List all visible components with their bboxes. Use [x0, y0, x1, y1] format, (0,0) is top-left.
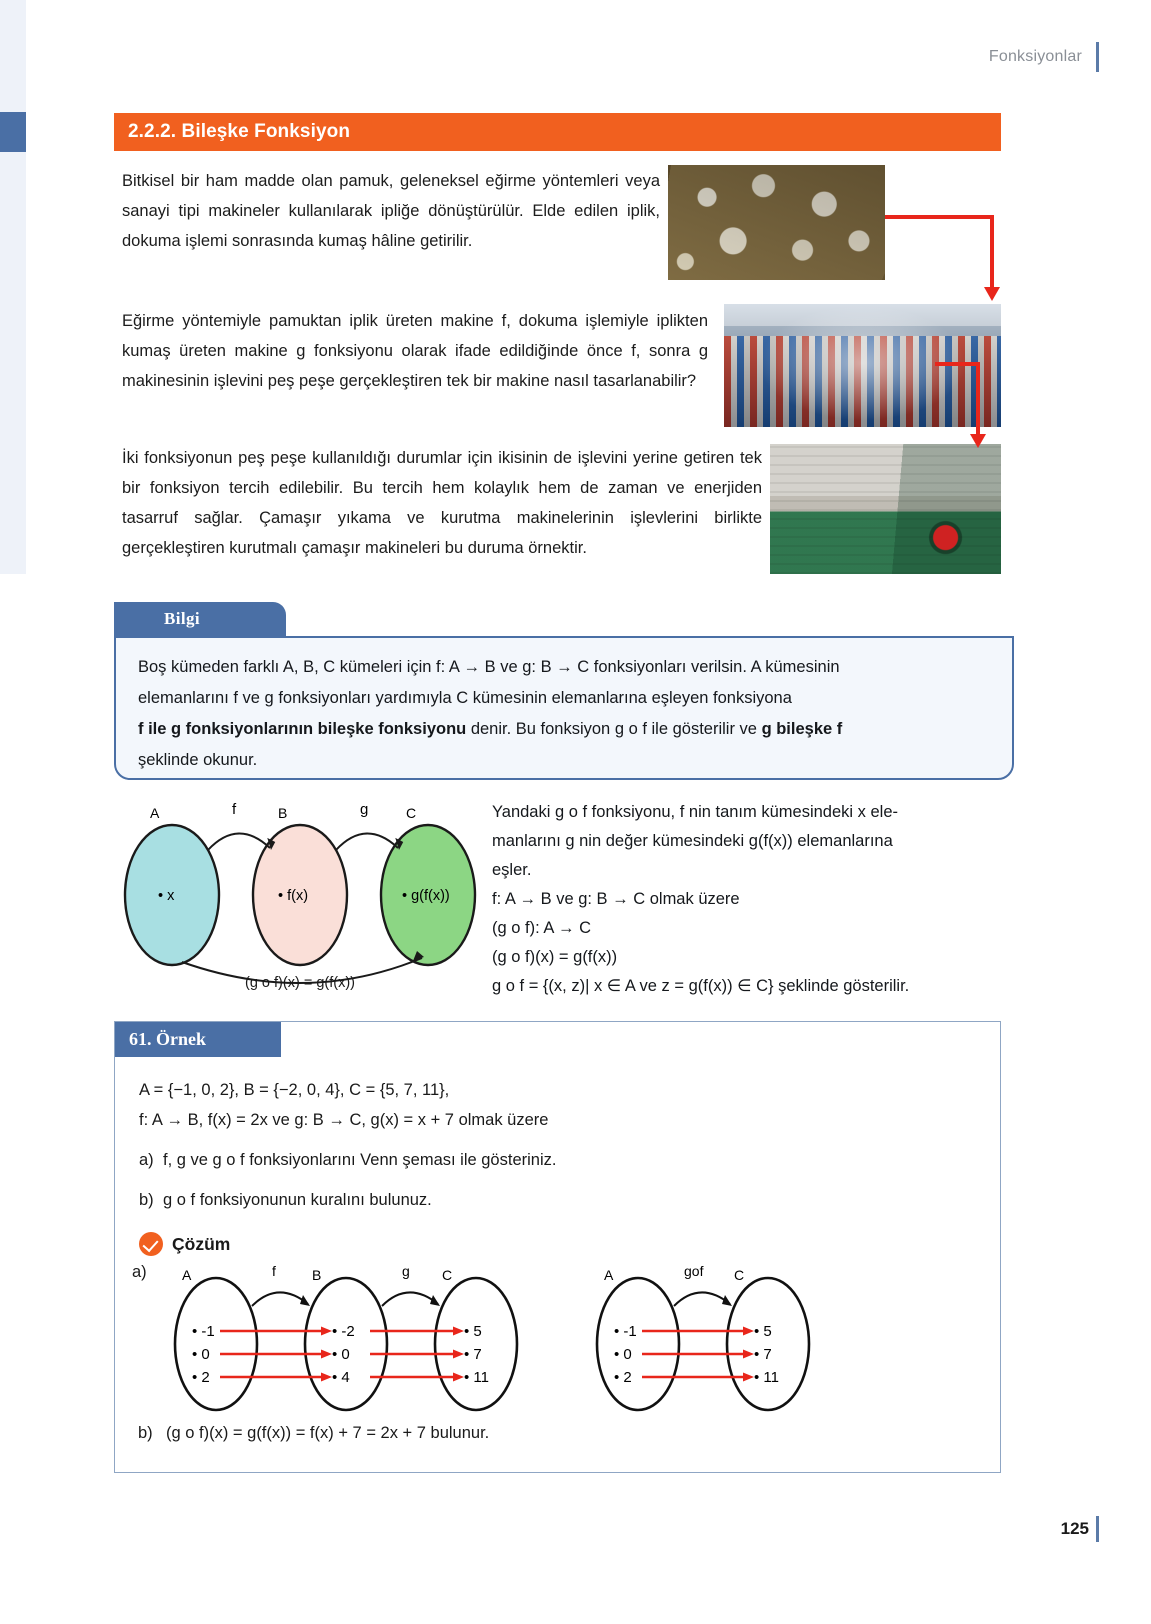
- ornek-given-1: A = {−1, 0, 2}, B = {−2, 0, 4}, C = {5, 7, 11},: [139, 1081, 450, 1099]
- venn-theory-arrow-g-label: g: [360, 801, 369, 818]
- page-footer-rule: [1096, 1516, 1099, 1542]
- theory-line-6: (g o f)(x) = g(f(x)): [492, 948, 618, 966]
- theory-right-column: [492, 798, 1012, 1001]
- paragraph-1: [122, 166, 660, 256]
- cozum-label: Çözüm: [172, 1234, 231, 1254]
- running-head: [989, 42, 1099, 72]
- ornek-given-2: f: A → B, f(x) = 2x ve g: B → C, g(x) = x + 7 olmak üzere: [139, 1111, 549, 1129]
- paragraph-2-text: Eğirme yöntemiyle pamuktan iplik üreten makine f, dokuma işlemiyle iplikten kumaş üreten makine g fonksiyonu olarak ifade edildiğinde önce f, sonra g makinesinin işlevini peş peşe gerçekleştiren tek bir makine nasıl tasarlanabilir?: [122, 312, 708, 390]
- venn-sol-left-set-b: [305, 1278, 387, 1410]
- venn-sol-right-label-c: C: [734, 1267, 745, 1283]
- solution-a-mark: a): [132, 1263, 147, 1281]
- page-footer: [1061, 1516, 1099, 1542]
- connector-arrow-2: [930, 352, 1050, 462]
- venn-theory-label-b: B: [278, 805, 288, 821]
- venn-sol-right-c-el-0: • 5: [754, 1323, 772, 1340]
- bilgi-line-4: şeklinde okunur.: [138, 751, 258, 769]
- paragraph-3: [122, 443, 762, 563]
- theory-line-7: g o f = {(x, z)| x ∈ A ve z = g(f(x)) ∈ C} şeklinde gösterilir.: [492, 977, 910, 995]
- venn-theory-arc-g: [336, 833, 398, 850]
- venn-sol-right-a-el-0: • -1: [614, 1323, 637, 1340]
- venn-diagram-solution-right: [582, 1258, 842, 1423]
- venn-theory-element-a: • x: [158, 888, 175, 904]
- ornek-givens: [139, 1075, 976, 1135]
- venn-theory-arrow-f-label: f: [232, 801, 237, 818]
- theory-line-1: Yandaki g o f fonksiyonu, f nin tanım kümesindeki x ele-: [492, 803, 898, 821]
- venn-sol-right-set-a: [597, 1278, 679, 1410]
- theory-line-3: eşler.: [492, 861, 532, 879]
- venn-sol-left-label-a: A: [182, 1267, 192, 1283]
- theory-line-2: manlarını g nin değer kümesindeki g(f(x)) elemanlarına: [492, 832, 893, 850]
- running-head-title: Fonksiyonlar: [988, 48, 1082, 65]
- venn-sol-left-label-b: B: [312, 1267, 322, 1283]
- venn-sol-right-a-el-1: • 0: [614, 1346, 632, 1363]
- theory-line-4: f: A → B ve g: B → C olmak üzere: [492, 890, 740, 908]
- ornek-item-a-mark: a): [139, 1151, 154, 1169]
- paragraph-1-text: Bitkisel bir ham madde olan pamuk, geleneksel eğirme yöntemleri veya sanayi tipi makineler kullanılarak ipliğe dönüştürülür. Elde edilen iplik, dokuma işlemi sonrasında kumaş hâline getirilir.: [122, 172, 660, 250]
- ornek-item-b: [139, 1185, 976, 1215]
- venn-diagram-solution-left: [160, 1258, 540, 1423]
- venn-sol-right-label-a: A: [604, 1267, 614, 1283]
- bilgi-line-3-mid: denir. Bu fonksiyon g o f ile gösterilir ve: [466, 720, 762, 738]
- bilgi-tab: [114, 602, 286, 636]
- venn-sol-right-c-el-1: • 7: [754, 1346, 772, 1363]
- running-head-rule: [1096, 42, 1099, 72]
- solution-b-text: (g o f)(x) = g(f(x)) = f(x) + 7 = 2x + 7 bulunur.: [166, 1424, 490, 1442]
- venn-theory-arc-f: [208, 833, 270, 850]
- ornek-item-b-text: g o f fonksiyonunun kuralını bulunuz.: [163, 1191, 432, 1209]
- cotton-bolls-photo: [668, 165, 885, 280]
- venn-sol-left-c-el-0: • 5: [464, 1323, 482, 1340]
- venn-sol-right-set-c: [727, 1278, 809, 1410]
- bilgi-box: [114, 636, 1014, 780]
- ornek-item-a: [139, 1145, 976, 1175]
- venn-sol-right-arc-gof: [674, 1292, 730, 1306]
- page-edge-accent-bar: [0, 112, 26, 152]
- venn-sol-left-a-el-2: • 2: [192, 1369, 210, 1386]
- ornek-tab-label: 61. Örnek: [129, 1029, 207, 1049]
- section-header: [114, 113, 1001, 151]
- venn-sol-left-arrow-g-label: g: [402, 1263, 410, 1279]
- venn-sol-left-set-c: [435, 1278, 517, 1410]
- venn-sol-right-a-el-2: • 2: [614, 1369, 632, 1386]
- paragraph-2: [122, 306, 708, 396]
- venn-diagram-theory: [110, 790, 490, 1000]
- bilgi-bold-2: g bileşke f: [761, 720, 843, 738]
- weaving-loom-photo: [770, 444, 1001, 574]
- section-title: 2.2.2. Bileşke Fonksiyon: [128, 121, 351, 142]
- venn-sol-left-set-a: [175, 1278, 257, 1410]
- cozum-heading: [139, 1229, 976, 1259]
- venn-sol-right-c-el-2: • 11: [754, 1369, 779, 1386]
- paragraph-3-text: İki fonksiyonun peş peşe kullanıldığı durumlar için ikisinin de işlevini yerine getiren tek bir fonksiyon tercih edilebilir. Bu tercih hem kolaylık hem de zaman ve enerjiden tasarruf sağlar. Çamaşır yıkama ve kurutma makinelerinin işlevlerini birlikte gerçekleştiren kurutmalı çamaşır makineleri bu duruma örnektir.: [122, 449, 762, 557]
- venn-theory-label-a: A: [150, 805, 160, 821]
- bilgi-tab-label: Bilgi: [164, 609, 201, 628]
- page-number: 125: [1060, 1519, 1089, 1538]
- bilgi-line-2: elemanlarını f ve g fonksiyonları yardımıyla C kümesinin elemanlarına eşleyen fonksiyona: [138, 689, 792, 707]
- ornek-body: [115, 1057, 1000, 1259]
- venn-sol-right-arrow-label: gof: [684, 1263, 704, 1279]
- ornek-item-b-mark: b): [139, 1191, 154, 1209]
- venn-sol-left-label-c: C: [442, 1267, 453, 1283]
- venn-sol-left-a-el-0: • -1: [192, 1323, 215, 1340]
- venn-theory-caption: (g o f)(x) = g(f(x)): [245, 975, 355, 991]
- solution-b: [138, 1424, 489, 1443]
- venn-theory-element-c: • g(f(x)): [402, 888, 450, 904]
- theory-line-5: (g o f): A → C: [492, 919, 592, 937]
- venn-sol-left-a-el-1: • 0: [192, 1346, 210, 1363]
- venn-sol-left-b-el-0: • -2: [332, 1323, 355, 1340]
- ornek-tab: [115, 1022, 281, 1057]
- venn-theory-label-c: C: [406, 805, 417, 821]
- check-circle-icon: [139, 1232, 163, 1256]
- bilgi-bold-1: f ile g fonksiyonlarının bileşke fonksiyonu: [138, 720, 467, 738]
- venn-sol-left-arrow-f-label: f: [272, 1263, 276, 1279]
- venn-sol-left-b-el-2: • 4: [332, 1369, 350, 1386]
- bilgi-line-3: [138, 714, 990, 745]
- bilgi-line-1: Boş kümeden farklı A, B, C kümeleri için f: A → B ve g: B → C fonksiyonları verilsin. A kümesinin: [138, 658, 840, 676]
- venn-sol-left-c-el-2: • 11: [464, 1369, 489, 1386]
- solution-b-mark: b): [138, 1424, 153, 1442]
- venn-sol-left-b-el-1: • 0: [332, 1346, 350, 1363]
- venn-sol-left-arc-f: [252, 1292, 308, 1306]
- venn-sol-left-arc-g: [382, 1292, 438, 1306]
- ornek-item-a-text: f, g ve g o f fonksiyonlarını Venn şeması ile gösteriniz.: [163, 1151, 557, 1169]
- venn-theory-element-b: • f(x): [278, 888, 309, 904]
- page-edge-tint: [0, 0, 26, 574]
- venn-sol-left-c-el-1: • 7: [464, 1346, 482, 1363]
- connector-arrow-1: [880, 205, 1015, 315]
